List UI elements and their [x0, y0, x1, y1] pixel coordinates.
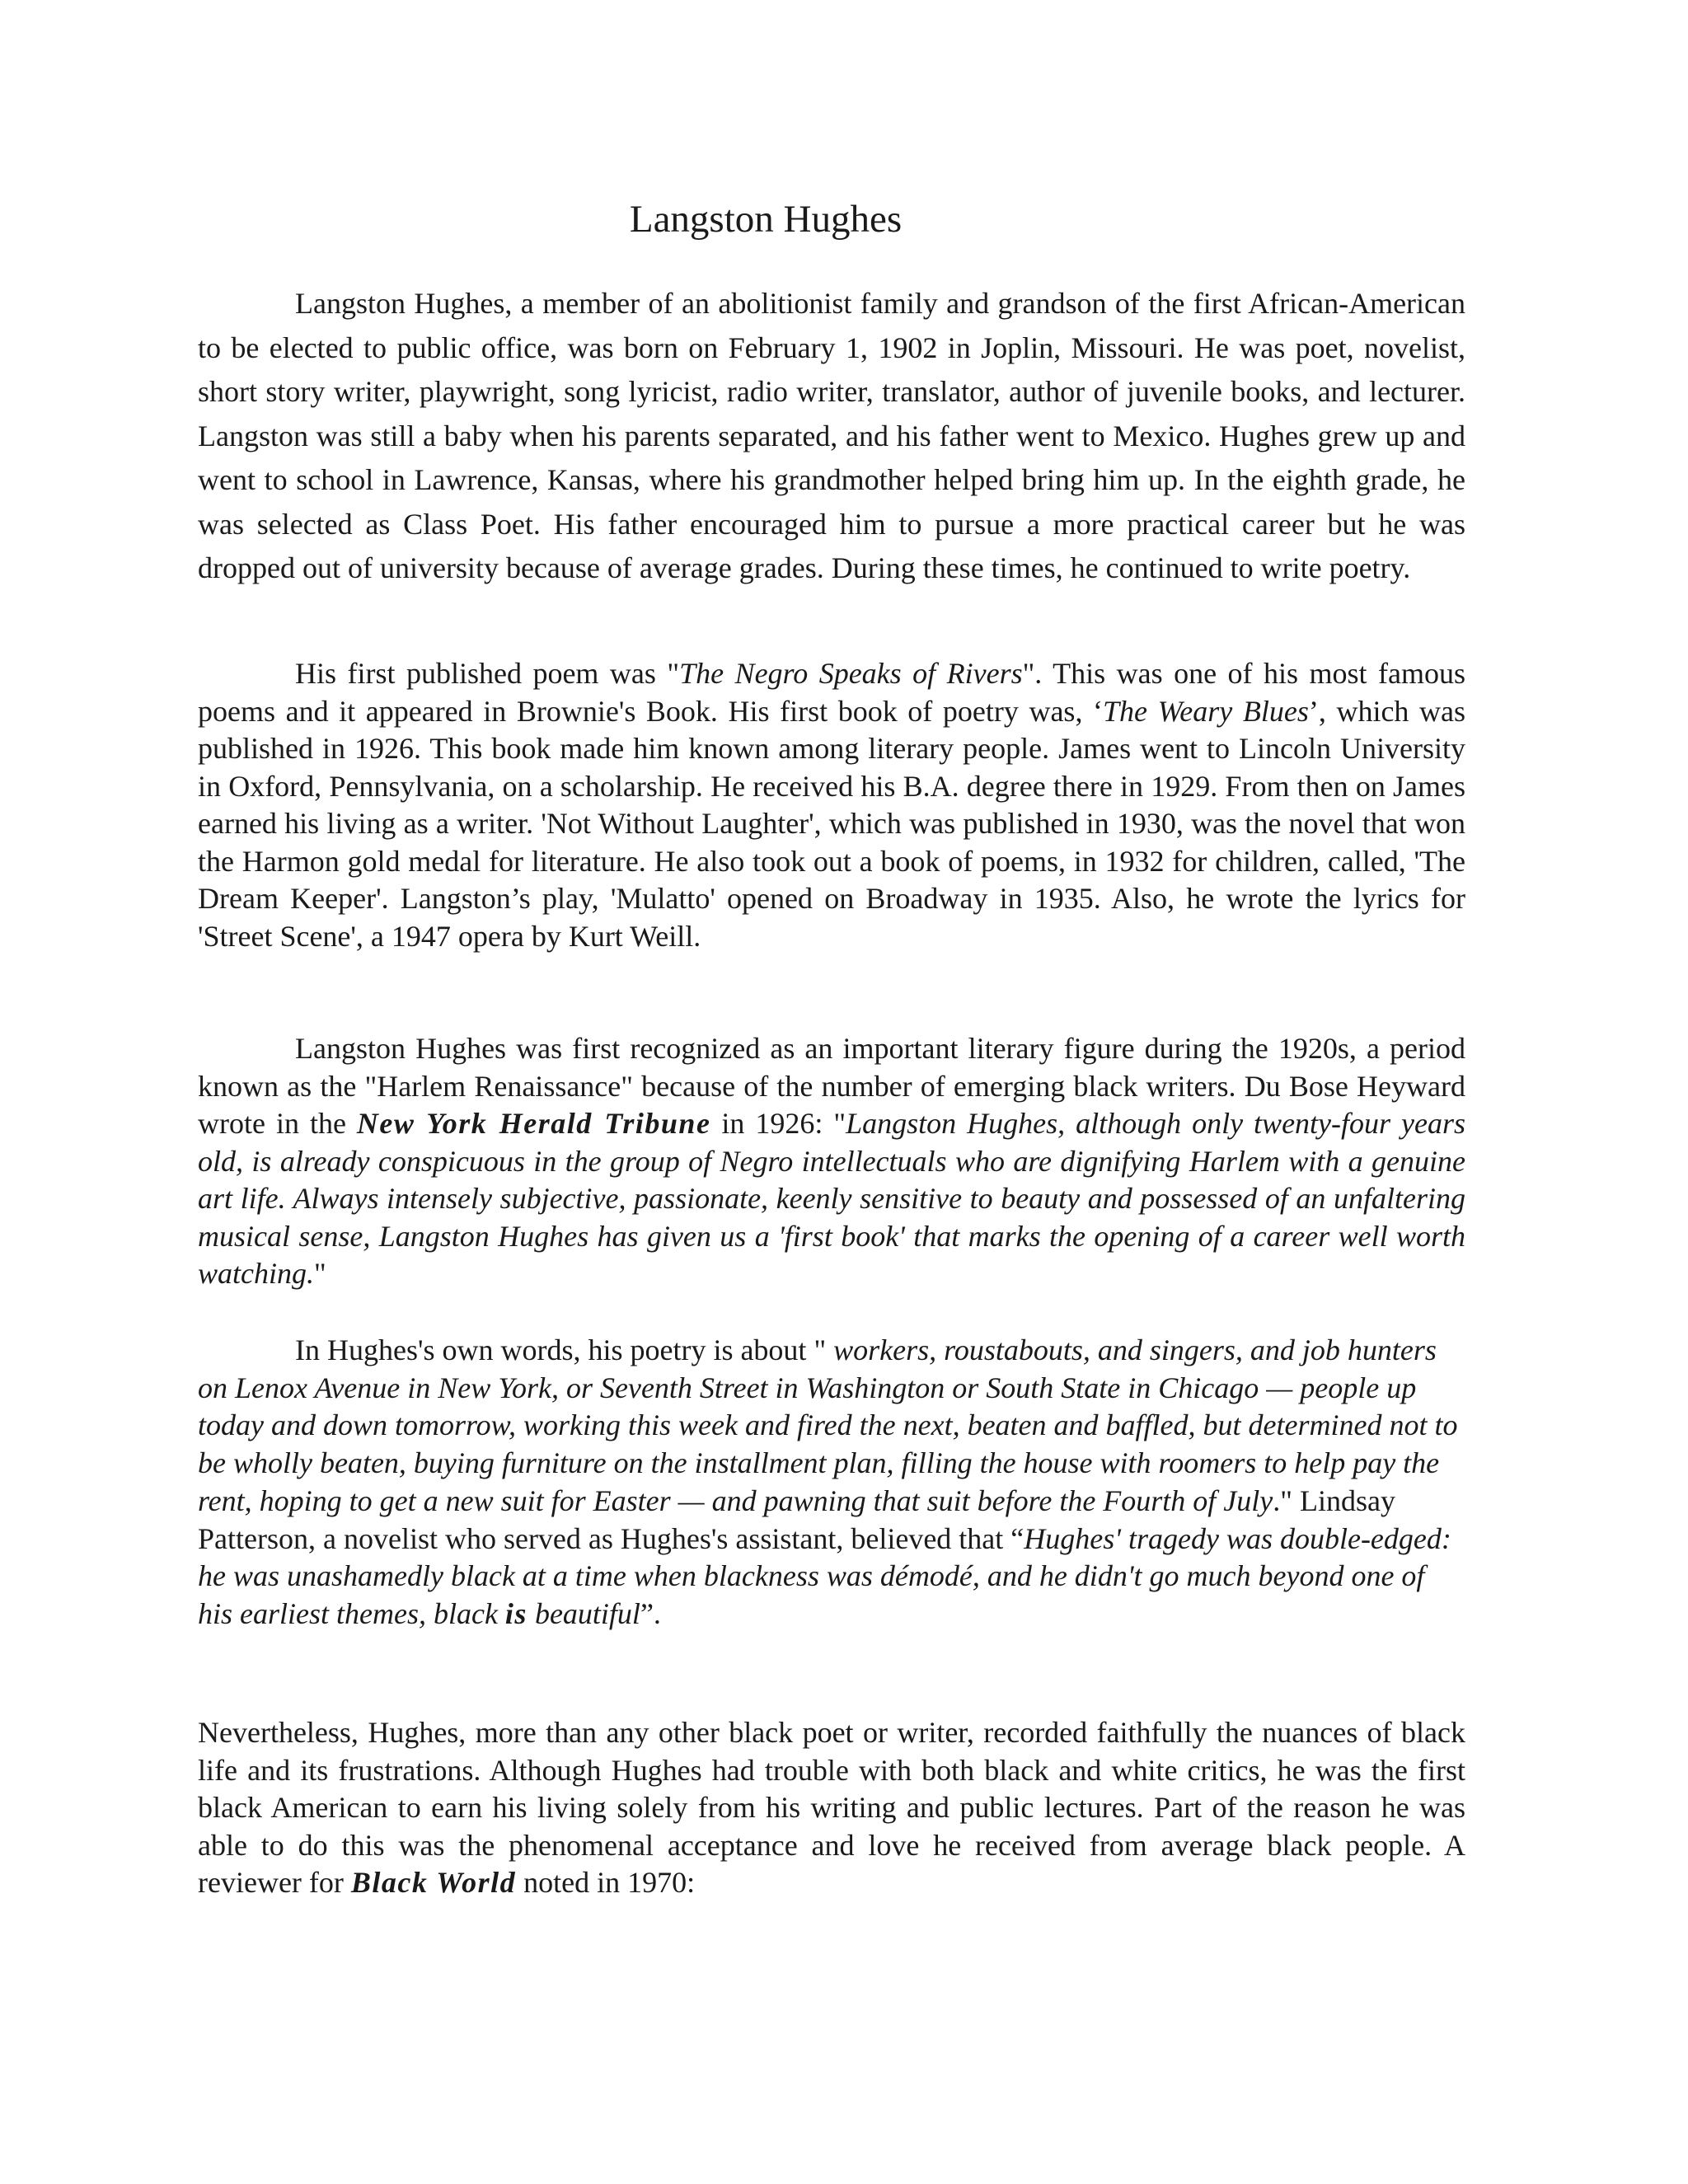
paragraph-own-words — [198, 1332, 1465, 1633]
paragraph-nevertheless — [198, 1714, 1465, 1902]
publication-black-world: Black World — [350, 1866, 517, 1899]
text-segment: His first published poem was " — [295, 657, 680, 690]
poem-title-negro-speaks-of-rivers: The Negro Speaks of Rivers — [679, 657, 1023, 690]
paragraph-first-poem — [198, 655, 1465, 955]
patterson-quote: Hughes' tragedy was double-edged: he was unashamedly black at a time when blackness was démodé, and he didn't go much beyond one of his earliest themes, black — [198, 1521, 1451, 1630]
paragraph-harlem-renaissance — [198, 1030, 1465, 1293]
text-segment: noted in 1970: — [516, 1866, 696, 1899]
emphasis-is: is — [504, 1596, 528, 1630]
page-title: Langston Hughes — [629, 198, 903, 241]
heyward-quote: Langston Hughes, although only twenty-four years old, is already conspicuous in the group of Negro intellectuals who are dignifying Harlem with a genuine art life. Always intensely subjective, passionate, keenly sensitive to beauty and possessed of an unfaltering musical sense, Langston Hughes has given us a 'first book' that marks the opening of a career well worth watching. — [198, 1107, 1465, 1290]
text-segment: Nevertheless, Hughes, more than any other black poet or writer, recorded faithfully the nuances of black life and its frustrations. Although Hughes had trouble with both black and white critics, he was the first black American to earn his living solely from his writing and public lectures. Part of the reason he was able to do this was the phenomenal acceptance and love he received from average black people. A reviewer for — [198, 1716, 1465, 1899]
text-segment: In Hughes's own words, his poetry is about " — [295, 1333, 834, 1366]
text-segment: Langston Hughes was first recognized as an important literary figure during the 1920s, a period known as the "Harlem Renaissance" because of the number of emerging black writers. Du Bose Heyward wrote in the — [198, 1032, 1465, 1140]
text-segment: in 1926: " — [710, 1107, 846, 1140]
text-segment: ’, which was published in 1926. This book made him known among literary people. James went to Lincoln University in Oxford, Pennsylvania, on a scholarship. He received his B.A. degree there in 1929. From then on James earned his living as a writer. 'Not Without Laughter', which was published in 1930, was the novel that won the Harmon gold medal for literature. He also took out a book of poems, in 1932 for children, called, 'The Dream Keeper'. Langston’s play, 'Mulatto' opened on Broadway in 1935. Also, he wrote the lyrics for 'Street Scene', a 1947 opera by Kurt Weill. — [198, 694, 1466, 953]
text-segment: " — [314, 1257, 326, 1290]
text-segment: ". This was one of his most famous poems and it appeared in Brownie's Book. His first book of poetry was, ‘ — [198, 657, 1465, 728]
publication-new-york-herald-tribune: New York Herald Tribune — [356, 1107, 711, 1140]
text-segment: ." Lindsay Patterson, a novelist who served as Hughes's assistant, believed that “ — [198, 1483, 1395, 1555]
book-title-weary-blues: The Weary Blues — [1103, 694, 1309, 728]
text-segment: ”. — [640, 1596, 661, 1630]
paragraph-text: Langston Hughes, a member of an abolitionist family and grandson of the first African-American to be elected to public office, was born on February 1, 1902 in Joplin, Missouri. He was poet, novelist, short story writer, playwright, song lyricist, radio writer, translator, author of juvenile books, and lecturer. Langston was still a baby when his parents separated, and his father went to Mexico. Hughes grew up and went to school in Lawrence, Kansas, where his grandmother helped bring him up. In the eighth grade, he was selected as Class Poet. His father encouraged him to pursue a more practical career but he was dropped out of university because of average grades. During these times, he continued to write poetry. — [198, 287, 1465, 584]
hughes-quote: workers, roustabouts, and singers, and job hunters on Lenox Avenue in New York, or Seventh Street in Washington or South State in Chicago — people up today and down tomorrow, working this week and fired the next, beaten and baffled, but determined not to be wholly beaten, buying furniture on the installment plan, filling the house with roomers to help pay the rent, hoping to get a new suit for Easter — and pawning that suit before the Fourth of July — [198, 1333, 1458, 1517]
paragraph-biography — [198, 282, 1465, 591]
patterson-quote-end: beautiful — [527, 1596, 640, 1630]
